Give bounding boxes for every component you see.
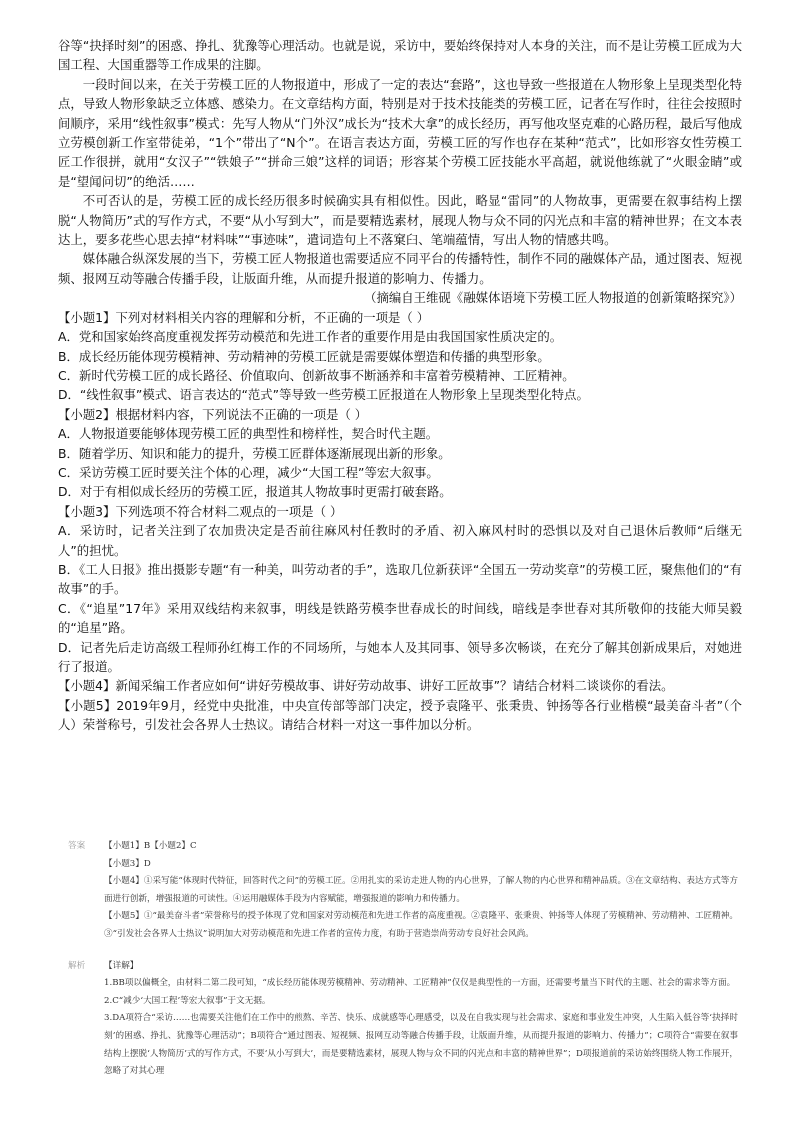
question-1-stem: 【小题1】下列对材料相关内容的理解和分析，不正确的一项是（ ） [58, 309, 430, 325]
question-2-stem: 【小题2】根据材料内容，下列说法不正确的一项是（ ） [58, 406, 368, 422]
question-1-option-d: D．“线性叙事”模式、语言表达的“范式”等导致一些劳模工匠报道在人物形象上呈现类型化特点。 [58, 387, 589, 403]
analysis-section [68, 958, 738, 1081]
analysis-label: 解析 [68, 960, 86, 971]
answer-analysis-block [68, 838, 738, 1081]
answer-label: 答案 [68, 841, 86, 851]
question-1-option-b: B．成长经历能体现劳模精神、劳动精神的劳模工匠就是需要媒体塑造和传播的典型形象。 [58, 348, 550, 364]
answer-line-1: 【小题1】B【小题2】C [104, 841, 197, 851]
question-2-option-b: B．随着学历、知识和能力的提升，劳模工匠群体逐渐展现出新的形象。 [58, 445, 451, 461]
question-3-option-a: A．采访时，记者关注到了农加贵决定是否前往麻风村任教时的矛盾、初入麻风村时的恐惧以及对自己退休后教师“后继无人”的担忧。 [58, 523, 742, 558]
analysis-line-1: 1.BB项以偏概全，由材料二第二段可知，“成长经历能体现劳模精神、劳动精神、工匠精神”仅仅是典型性的一方面，还需要考量当下时代的主题、社会的需求等方面。 [104, 978, 736, 989]
question-1-option-a: A．党和国家始终高度重视发挥劳动模范和先进工作者的重要作用是由我国国家性质决定的。 [58, 329, 563, 345]
material-paragraph-continued: 谷等“抉择时刻”的困惑、挣扎、犹豫等心理活动。也就是说，采访中，要始终保持对人本身的关注，而不是让劳模工匠成为大国工程、大国重器等工作成果的注脚。 [58, 38, 742, 73]
question-2-option-c: C．采访劳模工匠时要关注个体的心理，减少“大国工程”等宏大叙事。 [58, 464, 439, 480]
answer-line-2: 【小题3】D [104, 858, 151, 869]
reading-material [58, 36, 742, 735]
answer-line-4: 【小题5】①“最美奋斗者”荣誉称号的授予体现了党和国家对劳动模范和先进工作者的高度重视。②袁隆平、张秉贵、钟扬等人体现了劳模精神、劳动精神、工匠精神。③“引发社会各界人士热议”说明加大对劳动模范和先进工作者的宣传力度，有助于营造崇尚劳动专良好社会风尚。 [104, 911, 738, 939]
material-source: （摘编自王维砚《融媒体语境下劳模工匠人物报道的创新策略探究》） [364, 290, 742, 306]
question-1-option-c: C．新时代劳模工匠的成长路径、价值取向、创新故事不断涵养和丰富着劳模精神、工匠精神。 [58, 367, 575, 383]
material-paragraph-3: 不可否认的是，劳模工匠的成长经历很多时候确实具有相似性。因此，略显“雷同”的人物故事，更需要在叙事结构上摆脱“人物简历”式的写作方式，不要“从小写到大”，而是要精选素材，展现人物与众不同的闪光点和丰富的精神世界；在文本表达上，要多花些心思去掉“材料味”“事迹味”，遣词造句上不落窠臼、笔端蕴情，写出人物的情感共鸣。 [58, 193, 742, 248]
question-2-option-a: A．人物报道要能够体现劳模工匠的典型性和榜样性，契合时代主题。 [58, 426, 439, 442]
analysis-line-2: 2.C“减少‘大国工程’等宏大叙事”于文无据。 [104, 995, 271, 1006]
question-2-option-d: D．对于有相似成长经历的劳模工匠，报道其人物故事时更需打破套路。 [58, 484, 452, 500]
question-3-option-c: C．《“追星”17年》采用双线结构来叙事，明线是铁路劳模李世春成长的时间线，暗线是李世春对其所敬仰的技能大师吴毅的“追星”路。 [58, 600, 742, 636]
question-3-option-b: B．《工人日报》推出摄影专题“有一种美，叫劳动者的手”，选取几位新获评“全国五一劳动奖章”的劳模工匠，聚焦他们的“有故事”的手。 [58, 561, 742, 597]
question-4-stem: 【小题4】新闻采编工作者应如何“讲好劳模故事、讲好劳动故事、讲好工匠故事”？请结合材料二谈谈你的看法。 [58, 678, 674, 694]
analysis-heading: 【详解】 [104, 960, 139, 971]
answer-line-3: 【小题4】①采写能“体现时代特征，回答时代之问”的劳模工匠。②用扎实的采访走进人物的内心世界，了解人物的内心世界和精神品质。③在文章结构、表达方式等方面进行创新，增强报道的可读性。④运用融媒体手段为内容赋能，增强报道的影响力和传播力。 [104, 876, 738, 904]
question-3-option-d: D．记者先后走访高级工程师孙红梅工作的不同场所，与她本人及其同事、领导多次畅谈，在充分了解其创新成果后，对她进行了报道。 [58, 639, 742, 674]
material-paragraph-2: 一段时间以来，在关于劳模工匠的人物报道中，形成了一定的表达“套路”，这也导致一些报道在人物形象上呈现类型化特点，导致人物形象缺乏立体感、感染力。在文章结构方面，特别是对于技术技能类的劳模工匠，记者在写作时，往往会按照时间顺序，采用“线性叙事”模式：先写人物从“门外汉”成长为“技术大拿”的成长经历，再写他攻坚克难的心路历程，最后写他成立劳模创新工作室带徒弟，“1个”带出了“N个”。在语言表达方面，劳模工匠的写作也存在某种“范式”，比如形容女性劳模工匠工作很拼，就用“女汉子”“铁娘子”“拼命三娘”这样的词语；形容某个劳模工匠技能水平高超，就说他练就了“火眼金睛”或是“望闻问切”的绝活…… [58, 76, 742, 189]
answer-section [68, 838, 738, 944]
analysis-line-3: 3.DA项符合“采访……也需要关注他们在工作中的煎熬、辛苦、快乐、成就感等心理感受，以及在自我实现与社会需求、家庭和事业发生冲突，人生陷入低谷等‘抉择时刻’的困惑、挣扎、犹豫等心理活动”；B项符合“通过图表、短视频、报网互动等融合传播手段，让版面升维，从而提升报道的影响力、传播力”；C项符合“需要在叙事结构上摆脱‘人物简历’式的写作方式，不要‘从小写到大’，而是要精选素材，展现人物与众不同的闪光点和丰富的精神世界”；D项报道前的采访始终围绕人物工作展开，忽略了对其心理 [104, 1013, 738, 1077]
material-paragraph-4: 媒体融合纵深发展的当下，劳模工匠人物报道也需要适应不同平台的传播特性，制作不同的融媒体产品，通过图表、短视频、报网互动等融合传播手段，让版面升维，从而提升报道的影响力、传播力。 [58, 251, 742, 286]
question-3-stem: 【小题3】下列选项不符合材料二观点的一项是（ ） [58, 503, 343, 519]
question-5-stem: 【小题5】2019年9月，经党中央批准，中央宣传部等部门决定，授予袁隆平、张秉贵、钟扬等各行业楷模“最美奋斗者”（个人）荣誉称号，引发社会各界人士热议。请结合材料一对这一事件加以分析。 [58, 697, 742, 733]
